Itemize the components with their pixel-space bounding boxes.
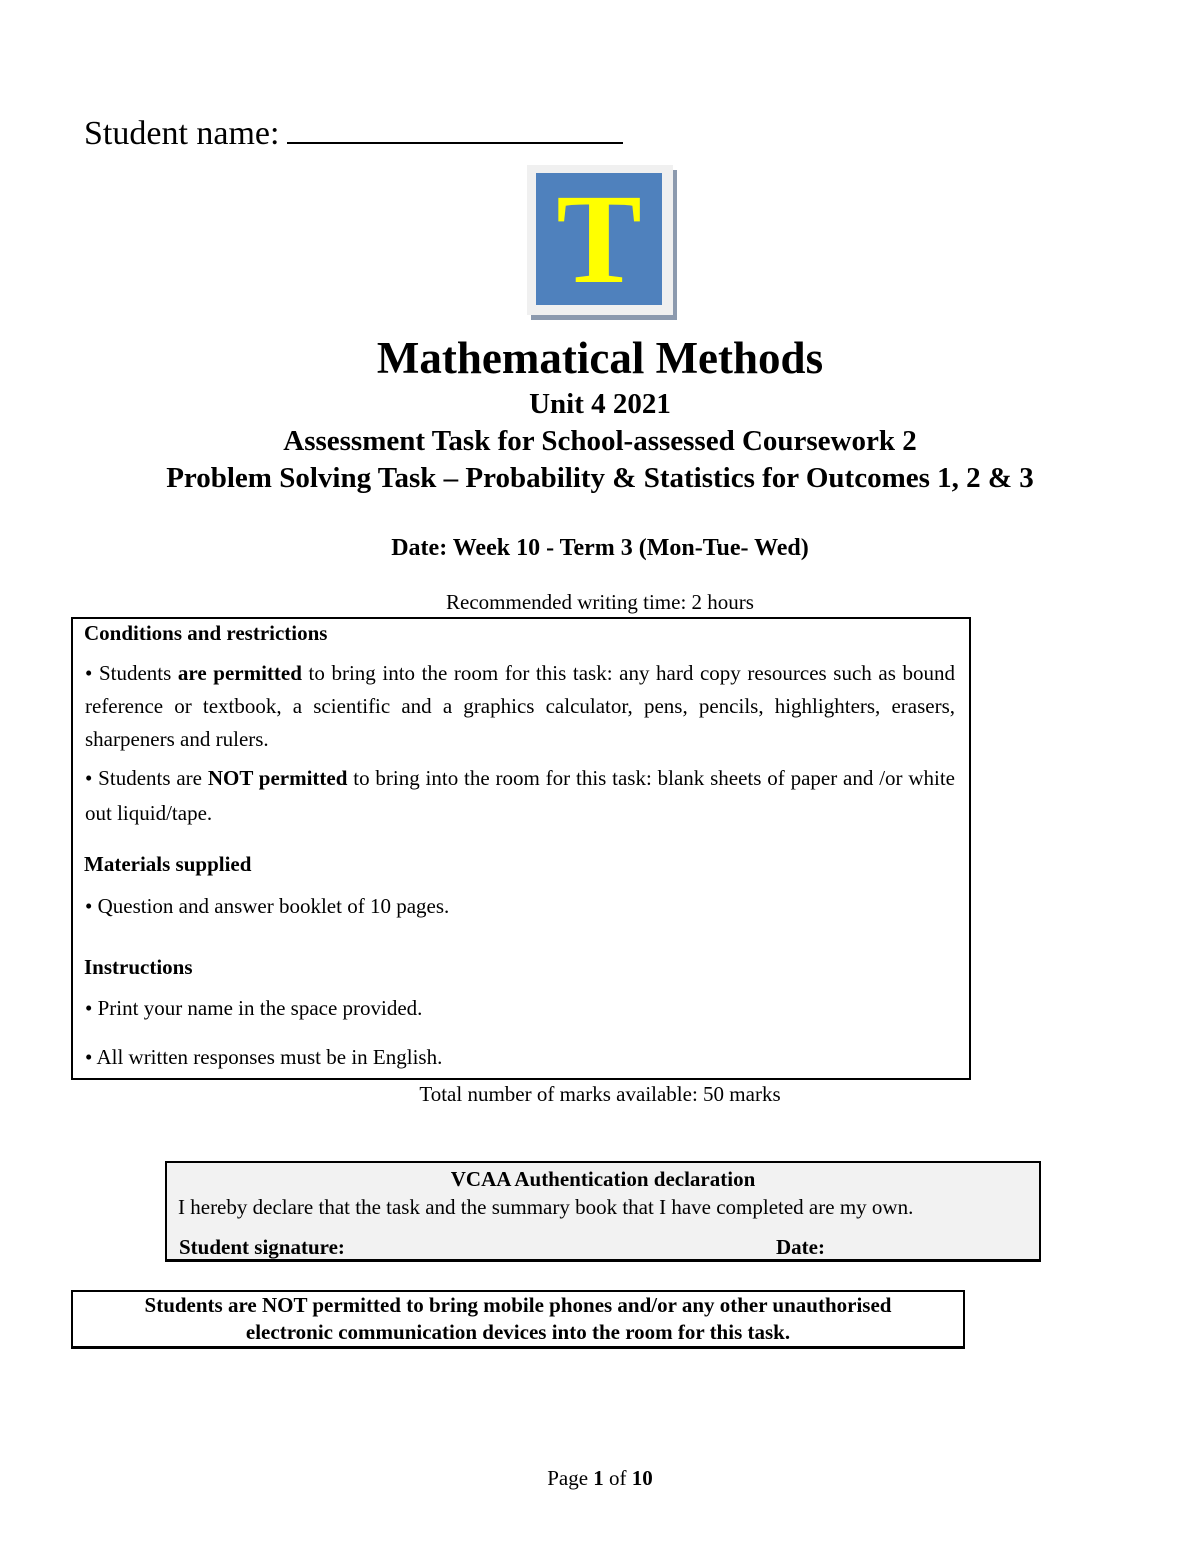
not-permitted-item	[85, 761, 955, 831]
declaration-box	[165, 1161, 1041, 1262]
document-title: Mathematical Methods	[376, 333, 824, 383]
text-bold: NOT permitted	[207, 766, 348, 790]
conditions-box	[71, 617, 971, 1080]
total-pages: 10	[631, 1466, 653, 1490]
notice-line: electronic communication devices into the room for this task.	[245, 1320, 791, 1344]
conditions-heading: Conditions and restrictions	[84, 621, 328, 645]
declaration-text: I hereby declare that the task and the summary book that I have completed are my own.	[178, 1195, 914, 1219]
text: Page	[547, 1466, 594, 1490]
text: to bring into the room for this task: blank sheets of paper and /or white out liquid/tape.	[85, 766, 956, 825]
declaration-title: VCAA Authentication declaration	[450, 1167, 756, 1191]
signature-label: Student signature:	[179, 1235, 345, 1259]
unit-heading: Unit 4 2021	[529, 388, 671, 420]
materials-item: • Question and answer booklet of 10 pages.	[85, 894, 450, 918]
declaration-date-label: Date:	[776, 1235, 825, 1259]
instruction-item: • All written responses must be in English.	[85, 1045, 443, 1069]
permitted-item	[85, 657, 955, 756]
text: • Students are	[85, 766, 208, 790]
page-number	[0, 1466, 1200, 1491]
date-line: Date: Week 10 - Term 3 (Mon-Tue- Wed)	[391, 535, 809, 561]
instructions-heading: Instructions	[84, 955, 193, 979]
current-page: 1	[593, 1466, 604, 1490]
materials-heading: Materials supplied	[84, 852, 252, 876]
text-bold: are permitted	[177, 661, 302, 685]
recommended-time: Recommended writing time: 2 hours	[446, 590, 754, 614]
notice-line: Students are NOT permitted to bring mobile phones and/or any other unauthorised	[144, 1293, 892, 1317]
text: of	[603, 1466, 632, 1490]
student-name-label: Student name:	[84, 115, 280, 152]
student-name-field	[84, 112, 623, 153]
instruction-item: • Print your name in the space provided.	[85, 996, 423, 1020]
student-name-line	[287, 112, 623, 144]
text: • Students	[85, 661, 178, 685]
total-marks: Total number of marks available: 50 marks	[419, 1082, 781, 1106]
text: to bring into the room for this task: any hard copy resources such as bound reference or textbook, a scientific and a graphics calculator, pens, pencils, highlighters, erasers, sharpeners and rulers.	[85, 661, 955, 751]
mobile-phone-notice	[71, 1290, 965, 1349]
task-heading: Problem Solving Task – Probability & Statistics for Outcomes 1, 2 & 3	[166, 462, 1034, 494]
logo-t-icon: T	[536, 173, 662, 305]
logo	[527, 165, 673, 315]
assessment-heading: Assessment Task for School-assessed Coursework 2	[283, 425, 917, 457]
